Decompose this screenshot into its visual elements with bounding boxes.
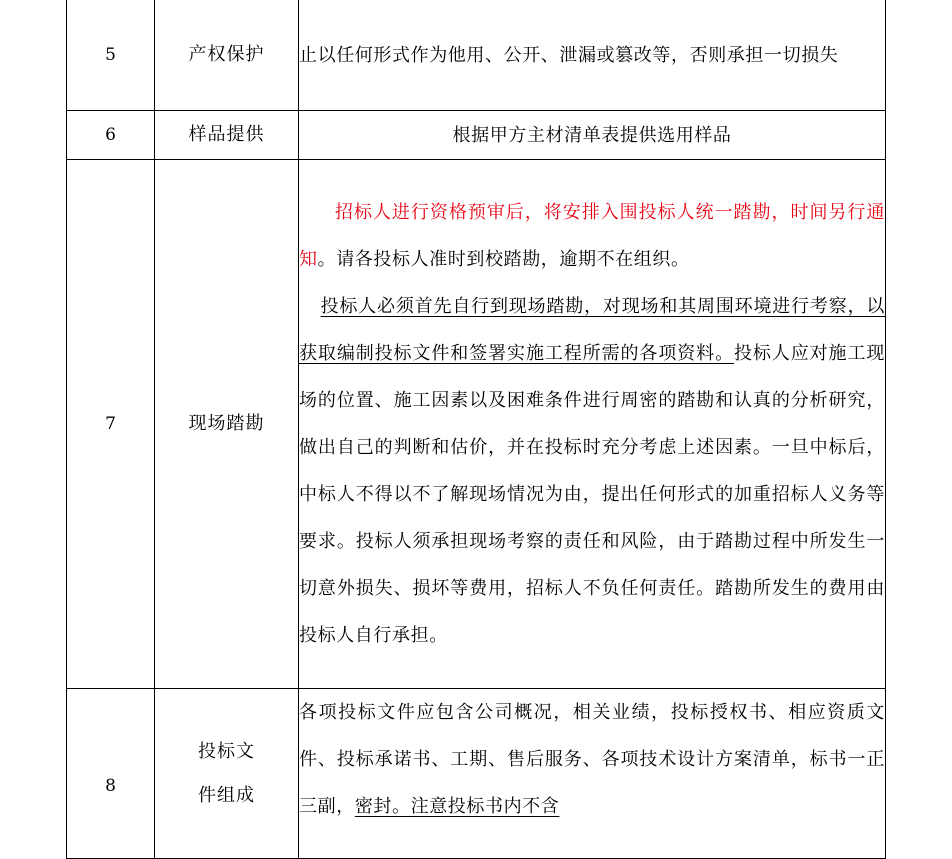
underlined-text: 投标人必须首先自行到现场踏勘，对现场和其周围环境进行考察，以获取编制投标文件和签署实施工程所需的各项资料。: [299, 296, 885, 364]
item-name: 样品提供: [155, 111, 299, 160]
item-name: 投标文件组成: [155, 689, 299, 859]
content-text: 各项投标文件应包含公司概况，相关业绩，投标授权书、相应资质文件、投标承诺书、工期、售后服务、各项技术设计方案清单，标书一正三副，: [299, 702, 885, 817]
content-text: 。请各投标人准时到校踏勘，逾期不在组织。: [317, 249, 690, 270]
item-content: [299, 0, 886, 111]
item-content: [299, 160, 886, 689]
table-row-8: [67, 689, 886, 859]
content-paragraph: [299, 189, 885, 283]
row-number: 5: [67, 0, 155, 111]
table-row-7: [67, 160, 886, 689]
content-paragraph: [299, 283, 885, 659]
item-content: [299, 689, 886, 859]
item-name: 产权保护: [155, 0, 299, 111]
content-text: 根据甲方主材清单表提供选用样品: [452, 124, 732, 146]
row-number: 8: [67, 689, 155, 859]
table-row-6: [67, 111, 886, 160]
content-paragraph: [299, 689, 885, 830]
table-row-5: [67, 0, 886, 111]
item-name: 现场踏勘: [155, 160, 299, 689]
underlined-text: 密封。注意投标书内不含: [354, 796, 560, 817]
content-text: 止以任何形式作为他用、公开、泄漏或篡改等，否则承担一切损失: [299, 44, 839, 66]
bid-requirements-table: [66, 0, 886, 859]
highlighted-text: 招标人进行资格预审后，将安排入围投标人统一踏勘，时间另行通知: [299, 202, 885, 270]
item-content: [299, 111, 886, 160]
content-text: 投标人应对施工现场的位置、施工因素以及困难条件进行周密的踏勘和认真的分析研究，做出自己的判断和估价，并在投标时充分考虑上述因素。一旦中标后，中标人不得以不了解现场情况为由，提出任何形式的加重招标人义务等要求。投标人须承担现场考察的责任和风险，由于踏勘过程中所发生一切意外损失、损坏等费用，招标人不负任何责任。踏勘所发生的费用由投标人自行承担。: [299, 343, 885, 646]
row-number: 7: [67, 160, 155, 689]
row-number: 6: [67, 111, 155, 160]
